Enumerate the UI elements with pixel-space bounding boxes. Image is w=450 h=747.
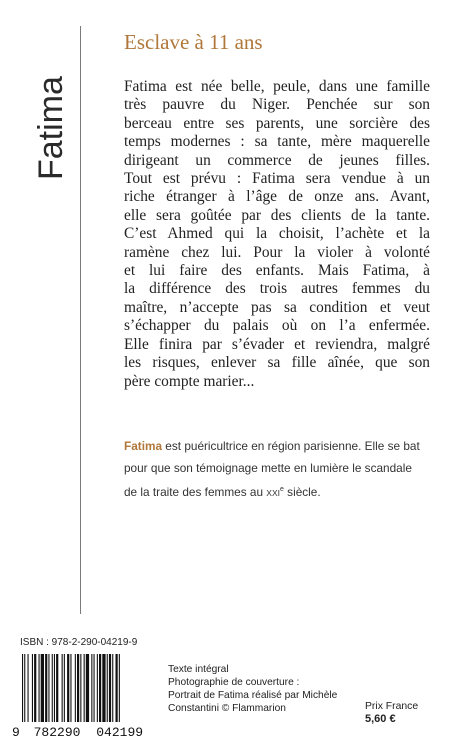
barcode-bar <box>109 654 111 722</box>
vertical-divider <box>80 26 81 614</box>
blurb-line: ramène chez lui. Pour la violer à volonté <box>124 243 430 261</box>
barcode-bar <box>77 654 79 722</box>
barcode-bar <box>41 654 44 722</box>
barcode-bar <box>112 654 113 722</box>
author-bio-line-1-rest: est puéricultrice en région parisienne. Elle se bat <box>162 439 420 453</box>
author-bio-line-1 <box>124 435 440 457</box>
author-bio-century: XXI <box>266 487 280 498</box>
price-label: Prix France <box>365 701 419 712</box>
barcode-bar <box>22 654 23 722</box>
blurb-line: Tout est prévu : Fatima sera vendue à un <box>124 170 430 188</box>
barcode-bar <box>75 654 76 722</box>
cover-credits <box>168 663 348 715</box>
price-value: 5,60 € <box>365 713 396 725</box>
blurb-line: elle sera goûtée par des clients de la tante. <box>124 206 430 224</box>
barcode-bar <box>86 654 89 722</box>
barcode-bar <box>28 654 29 722</box>
barcode-bar <box>99 654 101 722</box>
barcode-bar <box>102 654 105 722</box>
barcode-bar <box>70 654 71 722</box>
barcode-bar <box>32 654 33 722</box>
barcode-bar <box>84 654 85 722</box>
barcode-bar <box>48 654 49 722</box>
barcode-digits <box>12 725 152 740</box>
blurb-line: temps modernes : sa tante, mère maquerelle <box>124 133 430 151</box>
barcode-bar <box>67 654 69 722</box>
barcode-bar <box>45 654 47 722</box>
price-block <box>365 700 435 726</box>
credit-line: Portrait de Fatima réalisé par Michèle <box>168 690 338 701</box>
blurb-line: berceau entre ses parents, une sorcière des <box>124 114 430 132</box>
blurb-line: et lui faire des enfants. Mais Fatima, à <box>124 262 430 280</box>
barcode-bar <box>97 654 98 722</box>
blurb-line: dirigeant un commerce de jeunes filles. <box>124 151 430 169</box>
barcode-digits-right: 042199 <box>96 725 144 740</box>
author-bio-century-sup: e <box>280 486 284 493</box>
blurb-line: la différence des trois autres femmes du <box>124 280 430 298</box>
credit-line: Texte intégral <box>168 664 229 675</box>
author-bio-line-3-pre: de la traite des femmes au <box>124 484 267 499</box>
author-bio-line-3 <box>124 479 440 504</box>
blurb-line: Elle finira par s’évader et reviendra, malgré <box>124 335 430 353</box>
barcode-bar <box>56 654 58 722</box>
blurb-line: les risques, enlever sa fille aînée, que son <box>124 354 430 372</box>
barcode-bar <box>54 654 55 722</box>
credit-line: Photographie de couverture : <box>168 677 300 688</box>
spine-author-title <box>26 30 70 180</box>
spine-author-text: Fatima <box>32 76 70 180</box>
blurb-text <box>124 78 430 391</box>
barcode-bar <box>116 654 118 722</box>
barcode-bar <box>62 654 63 722</box>
barcode-digits-left: 782290 <box>33 725 81 740</box>
book-title: Esclave à 11 ans <box>124 30 263 54</box>
barcode-bar <box>24 654 25 722</box>
barcode-bar <box>52 654 53 722</box>
barcode <box>22 654 148 722</box>
blurb-line: riche étranger à l’âge de onze ans. Avant, <box>124 188 430 206</box>
blurb-line: maître, n’accepte pas sa condition et veut <box>124 298 430 316</box>
barcode-bar <box>34 654 36 722</box>
author-bio-line-2: pour que son témoignage mette en lumière le scandale <box>124 461 412 475</box>
blurb-line: père compte marier... <box>124 372 255 390</box>
barcode-bar <box>91 654 92 722</box>
blurb-line: C’est Ahmed qui la choisit, l’achète et la <box>124 225 430 243</box>
barcode-bar <box>39 654 40 722</box>
blurb-line: Fatima est née belle, peule, dans une famille <box>124 78 430 95</box>
blurb-line: s’échapper du palais où on l’a enfermée. <box>124 317 430 335</box>
barcode-bar <box>80 654 81 722</box>
author-bio-line-3-post: siècle. <box>283 484 321 499</box>
barcode-bar <box>64 654 65 722</box>
credit-line: Constantini © Flammarion <box>168 703 286 714</box>
barcode-bar <box>107 654 108 722</box>
barcode-digit-first: 9 <box>12 725 20 740</box>
author-bio-name: Fatima <box>124 439 163 453</box>
isbn-label: ISBN : 978-2-290-04219-9 <box>20 637 138 648</box>
barcode-bar <box>119 654 120 722</box>
barcode-bar <box>94 654 95 722</box>
blurb-line: très pauvre du Niger. Penchée sur son <box>124 96 430 114</box>
author-bio <box>124 435 440 504</box>
